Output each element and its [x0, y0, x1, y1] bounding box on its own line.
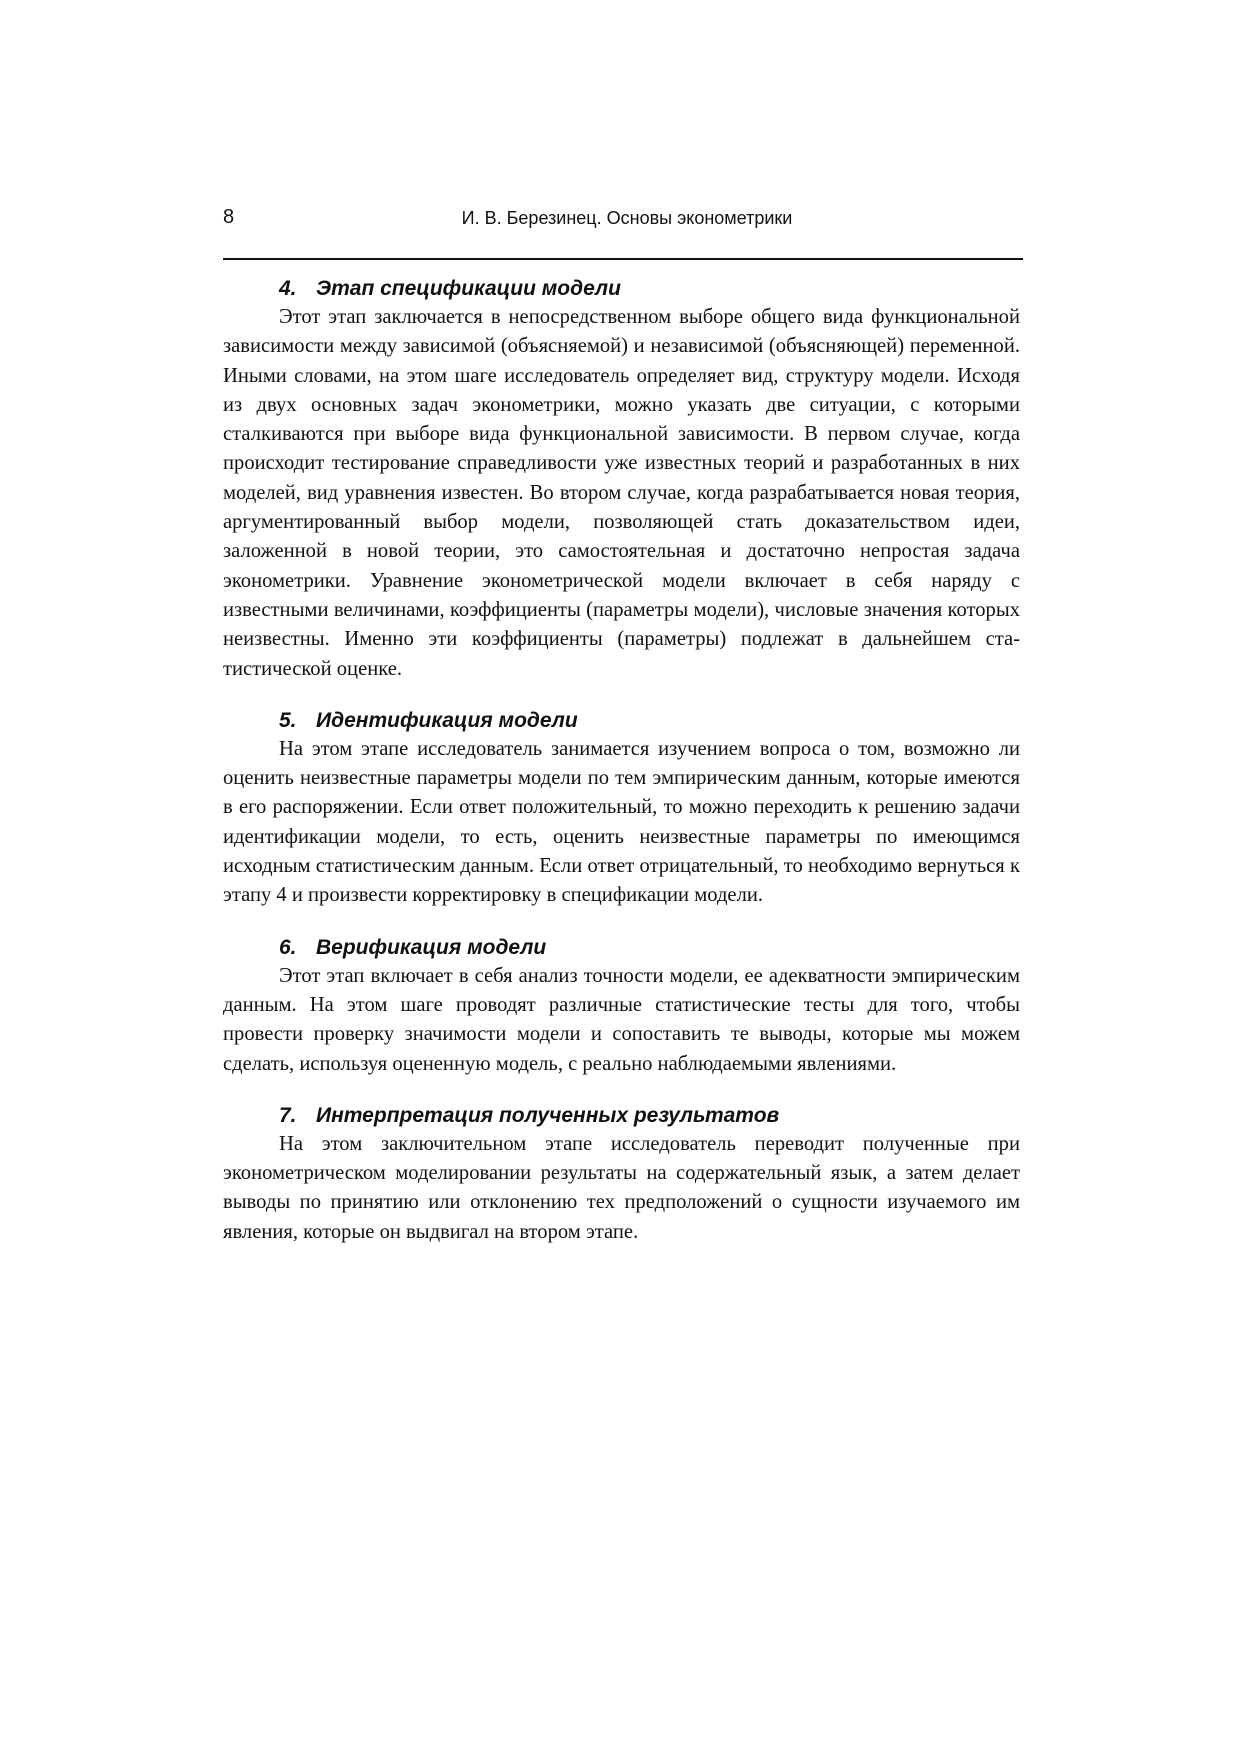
- section-title: Этап спецификации модели: [316, 277, 621, 300]
- section-5: [223, 706, 1020, 911]
- section-7: [223, 1101, 1020, 1247]
- section-paragraph: Этот этап включает в себя анализ точности модели, ее адекватности эмпирическим данным. На этом шаге проводят различные статистические тесты для того, чтобы провести проверку значимости модели и сопоставить те выводы, которые мы можем сделать, используя оцененную модель, с реально наблюдаемыми явлениями.: [223, 964, 1020, 1075]
- section-number: 4.: [279, 277, 297, 300]
- section-paragraph: На этом заключительном этапе исследователь переводит полученные при эконометрическом моделировании результаты на содержательный язык, а затем делает выводы по принятию или отклонению тех предположений о сущности изучаемого им явления, которые он выдвигал на втором этапе.: [223, 1132, 1020, 1243]
- section-6: [223, 933, 1020, 1079]
- section-4: [223, 274, 1020, 684]
- page-number: 8: [223, 206, 235, 228]
- section-title: Идентификация модели: [316, 708, 578, 732]
- section-heading: [223, 933, 1020, 962]
- section-number: 6.: [279, 935, 297, 959]
- running-header: [223, 206, 1023, 236]
- section-number: 7.: [279, 1103, 297, 1127]
- section-heading: [223, 274, 1020, 303]
- section-paragraph: Этот этап заключается в непосредственном выборе общего вида функциональной зависимости между зависимой (объясняемой) и независимой (объясняющей) переменной. Иными словами, на этом шаге исследователь определяет вид, структуру модели. Исходя из двух основных задач эконометрики, можно указать две ситуации, с которыми сталкиваются при выборе вида функциональной зависимости. В первом случае, когда происходит тестирование справедливости уже известных теорий и разработанных в них моделей, вид уравнения известен. Во втором случае, когда разрабатывается новая теория, аргументированный выбор модели, позволяющей стать доказательством идеи, заложенной в новой теории, это самостоятельная и достаточно непростая задача эконометрики. Уравнение эконометрической модели включает в себя наряду с известными величинами, коэффициенты (параметры модели), числовые значения которых неизвестны. Именно эти коэффициенты (параметры) подлежат в дальнейшем статистической оценке.: [223, 306, 1020, 680]
- book-page: [223, 0, 1023, 1755]
- running-title: И. В. Березинец. Основы эконометрики: [461, 208, 793, 228]
- section-number: 5.: [279, 708, 297, 732]
- section-title: Интерпретация полученных результатов: [316, 1103, 780, 1127]
- section-paragraph: На этом этапе исследователь занимается изучением вопроса о том, возможно ли оценить неизвестные параметры модели по тем эмпирическим данным, которые имеются в его распоряжении. Если ответ положительный, то можно переходить к решению задачи идентификации модели, то есть, оценить неизвестные параметры по имеющимся исходным статистическим данным. Если ответ отрицательный, то необходимо вернуться к этапу 4 и произвести корректировку в спецификации модели.: [223, 737, 1020, 907]
- page-body: [223, 274, 1020, 1269]
- section-heading: [223, 706, 1020, 735]
- section-title: Верификация модели: [316, 935, 547, 959]
- section-heading: [223, 1101, 1020, 1130]
- header-rule: [223, 258, 1023, 260]
